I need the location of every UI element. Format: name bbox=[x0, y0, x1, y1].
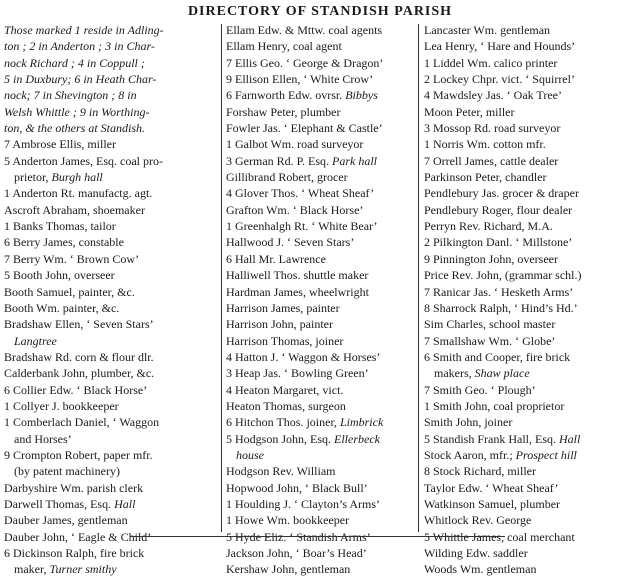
entry-text: Gillibrand Robert, grocer bbox=[226, 170, 348, 185]
entry-text: nock; 7 in Shevington ; 8 in bbox=[4, 88, 137, 103]
directory-entry bbox=[226, 185, 414, 201]
entry-text: 5 Booth John, overseer bbox=[4, 268, 115, 283]
entry-text: Booth Samuel, painter, &c. bbox=[4, 284, 135, 299]
entry-text: 4 Glover Thos. ‘ Wheat Sheaf’ bbox=[226, 186, 375, 201]
entry-text: 1 Collyer J. bookkeeper bbox=[4, 398, 119, 413]
directory-entry bbox=[4, 382, 216, 398]
directory-entry bbox=[424, 22, 636, 38]
entry-text: Booth Wm. painter, &c. bbox=[4, 300, 120, 315]
entry-text: Heaton Thomas, surgeon bbox=[226, 398, 346, 413]
entry-text: 6 Farnworth Edw. ovrsr. bbox=[226, 88, 346, 103]
entry-text: Hallwood J. ‘ Seven Stars’ bbox=[226, 235, 355, 250]
entry-text: 6 Berry James, constable bbox=[4, 235, 124, 250]
entry-text: Darwell Thomas, Esq. bbox=[4, 496, 115, 511]
entry-text: Dauber John, ‘ Eagle & Child’ bbox=[4, 529, 152, 544]
directory-entry bbox=[424, 463, 636, 479]
entry-text: prietor, bbox=[14, 170, 52, 185]
entry-text: 5 Anderton James, Esq. coal pro- bbox=[4, 153, 163, 168]
directory-entry bbox=[424, 414, 636, 430]
directory-entry bbox=[4, 431, 216, 447]
entry-text: Harrison Thomas, joiner bbox=[226, 333, 344, 348]
directory-entry bbox=[424, 218, 636, 234]
entry-text: Sim Charles, school master bbox=[424, 317, 556, 332]
entry-text: Woods Wm. gentleman bbox=[424, 562, 537, 577]
entry-place: Park hall bbox=[332, 153, 377, 168]
entry-text: (by patent machinery) bbox=[14, 464, 120, 479]
directory-entry bbox=[226, 136, 414, 152]
entry-text: Lea Henry, ‘ Hare and Hounds’ bbox=[424, 39, 576, 54]
directory-entry bbox=[4, 300, 216, 316]
directory-entry bbox=[226, 169, 414, 185]
directory-entry bbox=[226, 447, 414, 463]
legend-line bbox=[4, 71, 216, 87]
directory-entry bbox=[4, 153, 216, 169]
directory-entry bbox=[424, 71, 636, 87]
entry-text: and Horses’ bbox=[14, 431, 72, 446]
entry-text: 1 Liddel Wm. calico printer bbox=[424, 55, 558, 70]
entry-text: 1 Houlding J. ‘ Clayton’s Arms’ bbox=[226, 496, 381, 511]
entry-text: Parkinson Peter, chandler bbox=[424, 170, 547, 185]
directory-entry bbox=[4, 234, 216, 250]
directory-entry bbox=[424, 55, 636, 71]
directory-entry bbox=[424, 284, 636, 300]
directory-entry bbox=[226, 234, 414, 250]
directory-entry bbox=[424, 447, 636, 463]
entry-text: 9 Crompton Robert, paper mfr. bbox=[4, 447, 153, 462]
entry-text: nock Richard ; 4 in Coppull ; bbox=[4, 55, 145, 70]
directory-entry bbox=[424, 398, 636, 414]
directory-entry bbox=[4, 333, 216, 349]
entry-text: 8 Stock Richard, miller bbox=[424, 464, 536, 479]
directory-entry bbox=[4, 545, 216, 561]
directory-entry bbox=[4, 284, 216, 300]
directory-entry bbox=[226, 480, 414, 496]
directory-entry bbox=[424, 120, 636, 136]
entry-text: Smith John, joiner bbox=[424, 415, 513, 430]
entry-text: 2 Lockey Chpr. vict. ‘ Squirrel’ bbox=[424, 72, 575, 87]
directory-entry bbox=[424, 365, 636, 381]
entry-text: Darbyshire Wm. parish clerk bbox=[4, 480, 144, 495]
directory-entry bbox=[4, 349, 216, 365]
directory-entry bbox=[226, 512, 414, 528]
entry-text: 7 Smallshaw Wm. ‘ Globe’ bbox=[424, 333, 556, 348]
directory-entry bbox=[4, 512, 216, 528]
entry-text: Pendlebury Roger, flour dealer bbox=[424, 202, 573, 217]
directory-entry bbox=[424, 234, 636, 250]
directory-entry bbox=[226, 218, 414, 234]
legend-line bbox=[4, 55, 216, 71]
directory-entry bbox=[424, 300, 636, 316]
entry-text: Bradshaw Rd. corn & flour dlr. bbox=[4, 349, 154, 364]
entry-text: Kershaw John, gentleman bbox=[226, 562, 351, 577]
entry-text: Harrison John, painter bbox=[226, 317, 333, 332]
entry-text: Halliwell Thos. shuttle maker bbox=[226, 268, 369, 283]
entry-text: 1 Banks Thomas, tailor bbox=[4, 219, 116, 234]
entry-text: 5 Whittle James, coal merchant bbox=[424, 529, 575, 544]
directory-entry bbox=[226, 431, 414, 447]
directory-entry bbox=[226, 398, 414, 414]
directory-entry bbox=[424, 38, 636, 54]
directory-entry bbox=[4, 365, 216, 381]
entry-text: Lancaster Wm. gentleman bbox=[424, 23, 551, 37]
entry-text: 1 Galbot Wm. road surveyor bbox=[226, 137, 364, 152]
entry-text: 7 Ambrose Ellis, miller bbox=[4, 137, 116, 152]
directory-entry bbox=[4, 251, 216, 267]
directory-entry bbox=[424, 561, 636, 577]
bottom-rule bbox=[130, 536, 505, 537]
directory-entry bbox=[4, 218, 216, 234]
directory-entry bbox=[424, 333, 636, 349]
entry-text: Hodgson Rev. William bbox=[226, 464, 336, 479]
entry-text: 6 Dickinson Ralph, fire brick bbox=[4, 546, 145, 560]
entry-text: Whitlock Rev. George bbox=[424, 513, 532, 528]
directory-entry bbox=[424, 169, 636, 185]
entry-place: Shaw place bbox=[474, 366, 530, 381]
entry-text: 6 Hall Mr. Lawrence bbox=[226, 251, 326, 266]
directory-entry bbox=[226, 496, 414, 512]
directory-entry bbox=[226, 414, 414, 430]
directory-entry bbox=[424, 480, 636, 496]
entry-text: ton ; 2 in Anderton ; 3 in Char- bbox=[4, 39, 155, 54]
entry-text: 5 Standish Frank Hall, Esq. bbox=[424, 431, 559, 446]
entry-text: ton, & the others at Standish. bbox=[4, 121, 145, 136]
entry-text: Fowler Jas. ‘ Elephant & Castle’ bbox=[226, 121, 383, 136]
entry-text: Dauber James, gentleman bbox=[4, 513, 128, 528]
directory-entry bbox=[424, 382, 636, 398]
entry-place: house bbox=[236, 447, 264, 462]
directory-entry bbox=[226, 284, 414, 300]
entry-text: 5 Hodgson John, Esq. bbox=[226, 431, 335, 446]
entry-text: 1 Comberlach Daniel, ‘ Waggon bbox=[4, 415, 160, 430]
entry-text: 6 Hitchon Thos. joiner, bbox=[226, 415, 340, 430]
directory-entry bbox=[4, 480, 216, 496]
legend-line bbox=[4, 87, 216, 103]
entry-text: 7 Smith Geo. ‘ Plough’ bbox=[424, 382, 536, 397]
directory-entry bbox=[424, 267, 636, 283]
entry-text: 4 Mawdsley Jas. ‘ Oak Tree’ bbox=[424, 88, 562, 103]
entry-text: 3 Heap Jas. ‘ Bowling Green’ bbox=[226, 366, 369, 381]
entry-place: Bibbys bbox=[345, 88, 378, 103]
directory-entry bbox=[226, 202, 414, 218]
entry-text: Those marked 1 reside in Adling- bbox=[4, 23, 164, 37]
column-3 bbox=[424, 22, 636, 578]
entry-text: 2 Pilkington Danl. ‘ Millstone’ bbox=[424, 235, 573, 250]
directory-entry bbox=[4, 496, 216, 512]
entry-text: 1 Norris Wm. cotton mfr. bbox=[424, 137, 546, 152]
directory-entry bbox=[226, 38, 414, 54]
directory-entry bbox=[226, 300, 414, 316]
directory-entry bbox=[4, 561, 216, 577]
entry-text: Ascroft Abraham, shoemaker bbox=[4, 202, 145, 217]
directory-entry bbox=[424, 349, 636, 365]
directory-entry bbox=[424, 104, 636, 120]
entry-text: Welsh Whittle ; 9 in Worthing- bbox=[4, 104, 150, 119]
directory-entry bbox=[226, 333, 414, 349]
entry-text: 6 Smith and Cooper, fire brick bbox=[424, 349, 571, 364]
entry-text: Taylor Edw. ‘ Wheat Sheaf’ bbox=[424, 480, 559, 495]
directory-entry bbox=[424, 545, 636, 561]
entry-text: Bradshaw Ellen, ‘ Seven Stars’ bbox=[4, 317, 154, 332]
legend-line bbox=[4, 104, 216, 120]
directory-entry bbox=[226, 55, 414, 71]
directory-entry bbox=[226, 382, 414, 398]
directory-entry bbox=[4, 398, 216, 414]
entry-place: Langtree bbox=[14, 333, 57, 348]
entry-text: 5 in Duxbury; 6 in Heath Char- bbox=[4, 72, 157, 87]
entry-text: 1 Howe Wm. bookkeeper bbox=[226, 513, 350, 528]
directory-entry bbox=[4, 463, 216, 479]
column-1 bbox=[4, 22, 216, 578]
directory-entry bbox=[424, 153, 636, 169]
entry-text: makers, bbox=[434, 366, 475, 381]
entry-text: 7 Berry Wm. ‘ Brown Cow’ bbox=[4, 251, 140, 266]
directory-entry bbox=[4, 185, 216, 201]
entry-text: Wilding Edw. saddler bbox=[424, 546, 528, 560]
directory-entry bbox=[226, 545, 414, 561]
entry-place: Limbrick bbox=[339, 415, 384, 430]
entry-text: 4 Hatton J. ‘ Waggon & Horses’ bbox=[226, 349, 381, 364]
directory-entry bbox=[4, 316, 216, 332]
entry-text: Price Rev. John, (grammar schl.) bbox=[424, 268, 582, 283]
entry-text: 1 Greenhalgh Rt. ‘ White Bear’ bbox=[226, 219, 378, 234]
directory-entry bbox=[226, 120, 414, 136]
entry-text: 4 Heaton Margaret, vict. bbox=[226, 382, 344, 397]
directory-entry bbox=[226, 153, 414, 169]
entry-text: 9 Ellison Ellen, ‘ White Crow’ bbox=[226, 72, 374, 87]
directory-entry bbox=[4, 267, 216, 283]
entry-text: Perryn Rev. Richard, M.A. bbox=[424, 219, 553, 234]
entry-text: Ellam Henry, coal agent bbox=[226, 39, 342, 54]
directory-entry bbox=[4, 414, 216, 430]
entry-text: 6 Collier Edw. ‘ Black Horse’ bbox=[4, 382, 148, 397]
entry-text: 7 Ranicar Jas. ‘ Hesketh Arms’ bbox=[424, 284, 574, 299]
directory-entry bbox=[4, 169, 216, 185]
column-2 bbox=[226, 22, 414, 578]
directory-entry bbox=[226, 267, 414, 283]
entry-place: Hall bbox=[559, 431, 581, 446]
directory-entry bbox=[424, 316, 636, 332]
entry-text: maker, bbox=[14, 562, 50, 577]
directory-entry bbox=[4, 136, 216, 152]
directory-entry bbox=[424, 136, 636, 152]
entry-text: Jackson John, ‘ Boar’s Head’ bbox=[226, 546, 367, 560]
entry-text: Hopwood John, ‘ Black Bull’ bbox=[226, 480, 368, 495]
entry-text: Forshaw Peter, plumber bbox=[226, 104, 341, 119]
entry-place: Burgh hall bbox=[51, 170, 103, 185]
directory-entry bbox=[226, 463, 414, 479]
directory-entry bbox=[226, 71, 414, 87]
entry-text: 7 Ellis Geo. ‘ George & Dragon’ bbox=[226, 55, 384, 70]
entry-text: Grafton Wm. ‘ Black Horse’ bbox=[226, 202, 364, 217]
entry-text: 3 German Rd. P. Esq. bbox=[226, 153, 332, 168]
directory-entry bbox=[226, 251, 414, 267]
directory-entry bbox=[4, 202, 216, 218]
column-divider bbox=[221, 24, 222, 532]
legend-line bbox=[4, 22, 216, 38]
directory-entry bbox=[226, 316, 414, 332]
directory-entry bbox=[226, 87, 414, 103]
entry-text: Stock Aaron, mfr.; bbox=[424, 447, 516, 462]
directory-entry bbox=[4, 447, 216, 463]
entry-text: Ellam Edw. & Mttw. coal agents bbox=[226, 23, 383, 37]
directory-entry bbox=[424, 202, 636, 218]
directory-entry bbox=[226, 365, 414, 381]
entry-text: 3 Mossop Rd. road surveyor bbox=[424, 121, 561, 136]
entry-place: Turner smithy bbox=[49, 562, 117, 577]
entry-text: Hardman James, wheelwright bbox=[226, 284, 369, 299]
column-divider bbox=[418, 24, 419, 532]
directory-entry bbox=[424, 185, 636, 201]
directory-entry bbox=[226, 22, 414, 38]
entry-text: Calderbank John, plumber, &c. bbox=[4, 366, 155, 381]
directory-entry bbox=[226, 349, 414, 365]
directory-entry bbox=[424, 87, 636, 103]
entry-text: Pendlebury Jas. grocer & draper bbox=[424, 186, 579, 201]
directory-entry bbox=[226, 561, 414, 577]
entry-text: 9 Pinnington John, overseer bbox=[424, 251, 558, 266]
directory-entry bbox=[424, 431, 636, 447]
entry-text: 1 Smith John, coal proprietor bbox=[424, 398, 565, 413]
entry-text: Harrison James, painter bbox=[226, 300, 340, 315]
entry-text: 5 Hyde Eliz. ‘ Standish Arms’ bbox=[226, 529, 371, 544]
entry-place: Prospect hill bbox=[515, 447, 577, 462]
page-title: DIRECTORY OF STANDISH PARISH bbox=[187, 4, 453, 19]
entry-text: Watkinson Samuel, plumber bbox=[424, 496, 561, 511]
legend-line bbox=[4, 120, 216, 136]
directory-entry bbox=[424, 251, 636, 267]
legend-line bbox=[4, 38, 216, 54]
entry-place: Ellerbeck bbox=[334, 431, 380, 446]
entry-text: Moon Peter, miller bbox=[424, 104, 515, 119]
entry-text: 1 Anderton Rt. manufactg. agt. bbox=[4, 186, 153, 201]
entry-text: 7 Orrell James, cattle dealer bbox=[424, 153, 559, 168]
directory-entry bbox=[424, 496, 636, 512]
entry-text: 8 Sharrock Ralph, ‘ Hind’s Hd.’ bbox=[424, 300, 578, 315]
directory-entry bbox=[424, 512, 636, 528]
directory-entry bbox=[226, 104, 414, 120]
entry-place: Hall bbox=[114, 496, 136, 511]
